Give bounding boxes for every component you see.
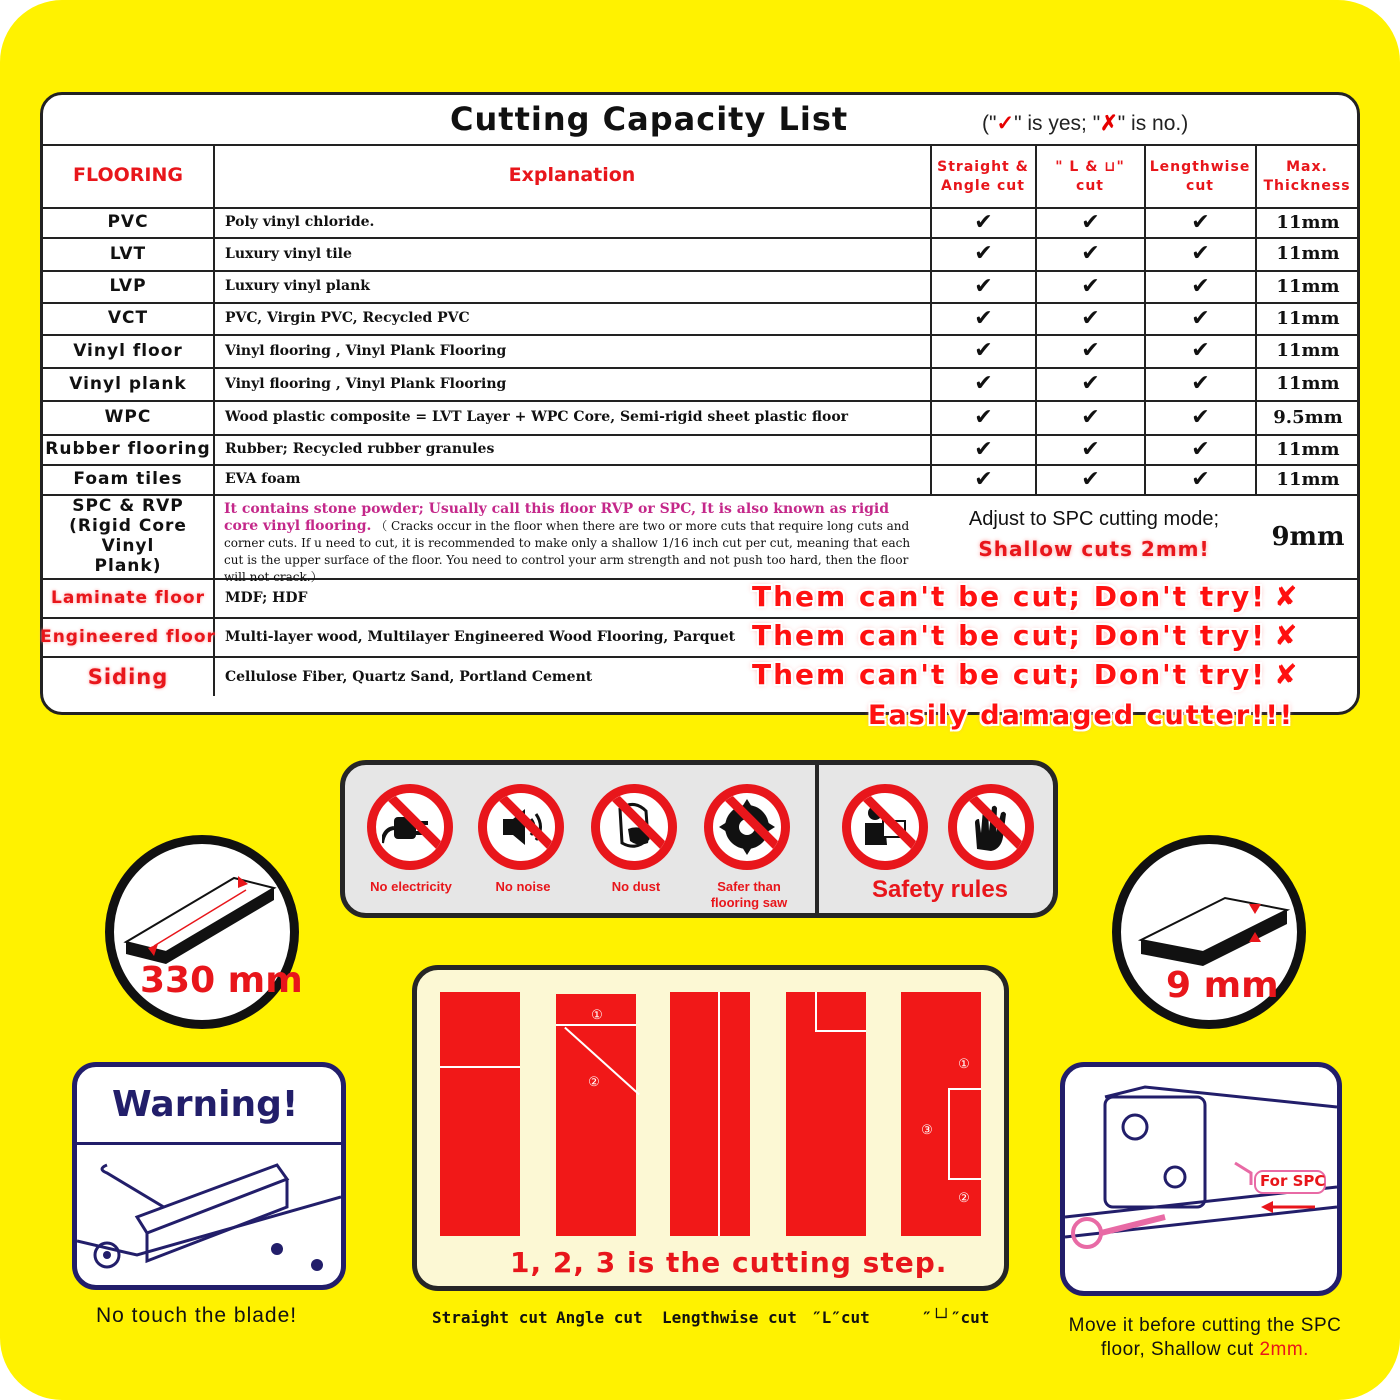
row-explanation: Wood plastic composite = LVT Layer + WPC Core, Semi-rigid sheet plastic floor xyxy=(225,409,849,425)
thickness-capacity-value: 9 mm xyxy=(1166,965,1279,1006)
row-material: VCT xyxy=(107,308,149,328)
lengthwise-check-icon: ✔ xyxy=(1191,404,1210,430)
speaker-icon xyxy=(493,799,549,855)
nocut-material: Engineered floor xyxy=(40,626,216,647)
row-thickness: 11mm xyxy=(1276,211,1340,233)
yes-check-icon: ✓ xyxy=(996,112,1015,135)
header-explanation: Explanation xyxy=(508,164,636,186)
warning-title: Warning! xyxy=(112,1084,299,1125)
no-electricity-sign xyxy=(367,784,453,870)
row-material: LVP xyxy=(109,276,147,296)
l-cut-check-icon: ✔ xyxy=(1081,371,1100,396)
damage-note: Easily damaged cutter!!! xyxy=(868,700,1295,731)
cut-steps-caption: 1, 2, 3 is the cutting step. xyxy=(510,1246,948,1279)
row-material: Foam tiles xyxy=(73,469,183,489)
row-thickness: 11mm xyxy=(1276,340,1340,361)
row-material: PVC xyxy=(107,212,149,232)
cross-icon: ✘ xyxy=(1274,580,1298,613)
row-thickness: 11mm xyxy=(1276,243,1340,264)
row-material: Rubber flooring xyxy=(45,439,211,459)
cannot-cut-warning: Them can't be cut; Don't try! xyxy=(752,619,1267,652)
nocut-explanation: MDF; HDF xyxy=(225,589,308,606)
step-number: ③ xyxy=(921,1122,933,1137)
cut-label-straight: Straight cut xyxy=(432,1308,548,1327)
row-explanation: PVC, Virgin PVC, Recycled PVC xyxy=(225,310,470,326)
l-cut-check-icon: ✔ xyxy=(1081,338,1100,363)
l-cut-check-icon: ✔ xyxy=(1081,466,1100,492)
spc-tag: For SPC xyxy=(1260,1172,1326,1190)
lengthwise-check-icon: ✔ xyxy=(1191,466,1210,492)
no-dust-sign xyxy=(591,784,677,870)
l-cut-check-icon: ✔ xyxy=(1081,436,1100,462)
dust-mask-icon xyxy=(606,799,662,855)
cannot-cut-warning: Them can't be cut; Don't try! xyxy=(752,658,1267,691)
plug-icon xyxy=(382,799,438,855)
cut-line xyxy=(440,1066,520,1068)
straight-check-icon: ✔ xyxy=(974,404,993,430)
no-hand-sign xyxy=(948,784,1034,870)
table-row-line xyxy=(42,144,1360,146)
header-lengthwise: Lengthwise cut xyxy=(1149,159,1251,194)
manual-icon xyxy=(857,799,913,855)
feature-label-dust: No dust xyxy=(611,879,661,894)
straight-check-icon: ✔ xyxy=(974,466,993,492)
cut-label-u: ″└┘″cut xyxy=(922,1308,990,1327)
feature-label-electricity: No electricity xyxy=(370,879,452,894)
lengthwise-check-icon: ✔ xyxy=(1191,209,1210,235)
step-number: ① xyxy=(591,1007,603,1022)
spc-material: SPC & RVP (Rigid Core Vinyl Plank) xyxy=(69,496,187,576)
straight-check-icon: ✔ xyxy=(974,241,993,266)
warning-caption: No touch the blade! xyxy=(96,1304,298,1327)
table-title: Cutting Capacity List xyxy=(450,100,849,138)
cut-label-lengthwise: Lengthwise cut xyxy=(662,1308,797,1327)
nocut-explanation: Cellulose Fiber, Quartz Sand, Portland Cement xyxy=(225,669,593,685)
nocut-material: Laminate floor xyxy=(51,587,205,608)
l-cut-check-icon: ✔ xyxy=(1081,241,1100,266)
no-noise-sign xyxy=(478,784,564,870)
straight-check-icon: ✔ xyxy=(974,436,993,462)
manual-sign xyxy=(842,784,928,870)
header-l-cut: " L & ⊔" cut xyxy=(1055,159,1125,194)
l-cut-check-icon: ✔ xyxy=(1081,305,1100,331)
header-max-thickness: Max. Thickness xyxy=(1263,159,1351,194)
no-cross-icon: ✗ xyxy=(1100,112,1118,135)
feature-label-noise: No noise xyxy=(495,879,551,894)
spc-thickness: 9mm xyxy=(1271,522,1345,552)
hand-icon xyxy=(963,799,1019,855)
row-explanation: Luxury vinyl plank xyxy=(225,278,370,294)
length-capacity-value: 330 mm xyxy=(140,960,303,1001)
lengthwise-check-icon: ✔ xyxy=(1191,305,1210,331)
nocut-material: Siding xyxy=(87,665,169,689)
spc-mode-note: Adjust to SPC cutting mode; Shallow cuts 2mm! xyxy=(968,508,1220,561)
cross-icon: ✘ xyxy=(1274,658,1298,691)
row-explanation: Rubber; Recycled rubber granules xyxy=(225,441,495,457)
l-cut-check-icon: ✔ xyxy=(1081,209,1100,235)
row-material: Vinyl floor xyxy=(73,340,183,361)
straight-check-icon: ✔ xyxy=(974,273,993,299)
step-number: ① xyxy=(958,1056,970,1071)
legend: ("✓" is yes; "✗" is no.) xyxy=(982,112,1189,135)
step-number: ② xyxy=(958,1190,970,1205)
lengthwise-check-icon: ✔ xyxy=(1191,273,1210,299)
straight-check-icon: ✔ xyxy=(974,305,993,331)
row-material: WPC xyxy=(104,407,152,427)
lengthwise-check-icon: ✔ xyxy=(1191,371,1210,396)
l-cut-check-icon: ✔ xyxy=(1081,404,1100,430)
cut-line xyxy=(718,992,720,1236)
row-thickness: 11mm xyxy=(1276,373,1340,394)
header-flooring: FLOORING xyxy=(73,164,183,186)
cut-line xyxy=(815,1030,866,1032)
safer-saw-sign xyxy=(704,784,790,870)
cut-line xyxy=(948,1088,950,1178)
row-explanation: Vinyl flooring , Vinyl Plank Flooring xyxy=(225,342,507,359)
safety-rules-label: Safety rules xyxy=(871,876,1009,903)
cannot-cut-warning: Them can't be cut; Don't try! xyxy=(752,580,1267,613)
row-thickness: 11mm xyxy=(1276,468,1340,490)
row-material: Vinyl plank xyxy=(69,373,187,394)
cut-line xyxy=(815,992,817,1030)
saw-blade-icon xyxy=(719,799,775,855)
straight-check-icon: ✔ xyxy=(974,371,993,396)
straight-check-icon: ✔ xyxy=(974,209,993,235)
l-cut-check-icon: ✔ xyxy=(1081,273,1100,299)
lengthwise-check-icon: ✔ xyxy=(1191,338,1210,363)
lengthwise-check-icon: ✔ xyxy=(1191,436,1210,462)
header-straight-angle: Straight & Angle cut xyxy=(937,159,1029,194)
row-explanation: Poly vinyl chloride. xyxy=(225,214,375,230)
row-explanation: Luxury vinyl tile xyxy=(225,245,352,262)
cut-line xyxy=(948,1178,981,1180)
lengthwise-cut-board xyxy=(670,992,750,1236)
nocut-explanation: Multi-layer wood, Multilayer Engineered Wood Flooring, Parquet xyxy=(225,628,736,645)
row-thickness: 9.5mm xyxy=(1273,406,1343,428)
straight-cut-board xyxy=(440,992,520,1236)
lengthwise-check-icon: ✔ xyxy=(1191,241,1210,266)
cut-label-l: ″L″cut xyxy=(812,1308,870,1327)
l-cut-board xyxy=(786,992,866,1236)
row-material: LVT xyxy=(109,243,147,264)
row-explanation: Vinyl flooring , Vinyl Plank Flooring xyxy=(225,375,507,392)
cut-line xyxy=(948,1088,981,1090)
features-divider xyxy=(815,762,819,916)
row-thickness: 11mm xyxy=(1276,275,1340,297)
step-number: ② xyxy=(588,1074,600,1089)
cross-icon: ✘ xyxy=(1274,619,1298,652)
spc-explanation: It contains stone powder; Usually call this floor RVP or SPC, It is also known as rigid core vinyl flooring. （ Cracks occur in the floor when there are two or more cuts that require long cuts and corner cuts. If u need to cut, it is recommended to make only a shallow 1/16 inch cut per cut, meaning that each cut is the upper surface of the floor. You need to control your arm strength and not push too hard, then the floor will not crack.） xyxy=(224,501,911,584)
row-explanation: EVA foam xyxy=(225,471,301,487)
cut-label-angle: Angle cut xyxy=(556,1308,643,1327)
spc-caption: Move it before cutting the SPC floor, Shallow cut 2mm. xyxy=(1068,1315,1342,1360)
blade-illustration-icon xyxy=(77,1145,341,1285)
straight-check-icon: ✔ xyxy=(974,338,993,363)
row-thickness: 11mm xyxy=(1276,438,1340,460)
row-thickness: 11mm xyxy=(1276,307,1340,329)
feature-label-saw: Safer than flooring saw xyxy=(710,879,788,910)
